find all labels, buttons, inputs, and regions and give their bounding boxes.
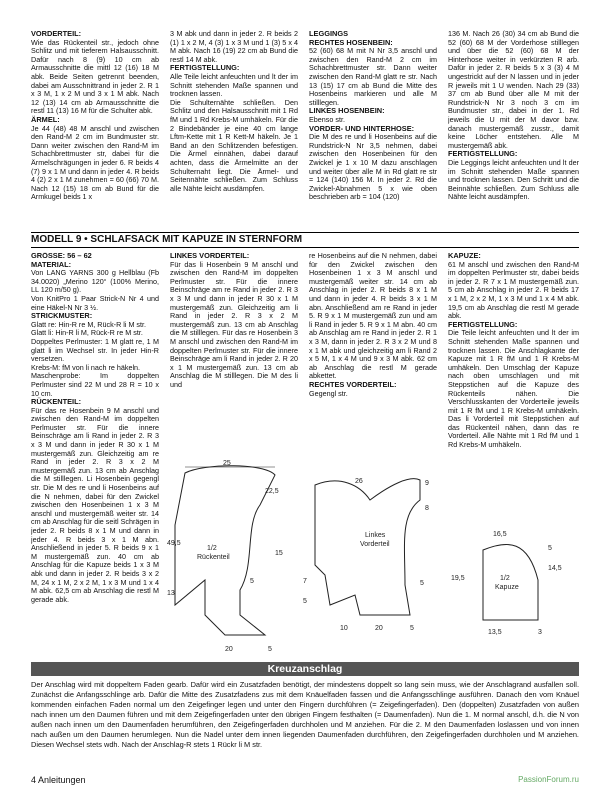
front-dim-8: 5 bbox=[410, 625, 414, 632]
front-dim-2: 8 bbox=[425, 505, 429, 512]
paragraph: Die M des re und li Hosenbeins auf die Rundstrick-N Nr 3,5 nehmen, dabei zwischen den Hosenbeinen für den Zwickel je 1 x 10 M dazu anschlagen und weiter über alle M in Rd glatt re str = 124 (140) 156 M. In jeder 2. Rd die Zwickel-Abnahmen 5 x wie oben beschrieben arb = 104 (120) bbox=[309, 132, 437, 202]
front-dim-7: 20 bbox=[375, 625, 383, 632]
section-heading: LINKES HOSENBEIN: bbox=[309, 106, 385, 116]
front-dim-0: 26 bbox=[355, 478, 363, 485]
front-dim-5: 5 bbox=[420, 580, 424, 587]
section-heading: FERTIGSTELLUNG: bbox=[170, 63, 240, 73]
section-heading: VORDER- UND HINTERHOSE: bbox=[309, 123, 415, 133]
hood-dim-2: 19,5 bbox=[451, 575, 465, 582]
back-dim-7: 5 bbox=[268, 646, 272, 653]
page-number: 4 Anleitungen bbox=[31, 775, 86, 785]
front-dim-3: 7 bbox=[303, 578, 307, 585]
section-heading: RECHTES HOSENBEIN: bbox=[309, 37, 393, 47]
back-label-2: Rückenteil bbox=[197, 554, 230, 561]
back-dim-2: 49,5 bbox=[167, 540, 181, 547]
paragraph: Die Schulternähte schließen. Den Schlitz und den Halsausschnitt mit 1 Rd fM und 1 Rd Krebs-M umhäkeln. Für die 2 Bindebänder je eine 40 cm lange Lftm-Kette mit 1 R Kett-M häkeln. Je 1 Band an den Schlitzenden befestigen. Die Ärmel einnähen, dabei darauf achten, dass die Ärmelmitte an der Schulternaht liegt. Die Ärmel- und Seitennähte schließen. Zum Schluss alle Nähte leicht ausdämpfen. bbox=[170, 97, 298, 193]
section-heading: KAPUZE: bbox=[448, 252, 481, 260]
bottom-column-3 bbox=[309, 252, 437, 448]
hood-label bbox=[495, 575, 519, 591]
front-label-2: Vorderteil bbox=[360, 541, 390, 548]
front-label bbox=[360, 532, 390, 548]
paragraph: Ebenso str. bbox=[309, 114, 345, 124]
paragraph: Je 44 (48) 48 M anschl und zwischen den Rand-M 2 cm im Bundmuster str. Dann weiter zwischen den Rand-M im Schachbrettmuster str, dabei für die Ärmelschrägungen in jeder 6. R beids 4 (7) 9 x 1 M und dann in jeder 4. R beids 4 (2) 2 x 1 M zunehmen = 60 (66) 70 M. Nach 12 (15) 18 cm ab Bund für die Armkugel beids 1 x bbox=[31, 123, 159, 202]
back-dim-0: 25 bbox=[223, 460, 231, 467]
section-heading: RÜCKENTEIL: bbox=[31, 397, 82, 407]
section-heading: MATERIAL: bbox=[31, 259, 72, 269]
hood-dim-5: 3 bbox=[538, 629, 542, 636]
section-heading: GRÖSSE: 56 – 62 bbox=[31, 252, 92, 260]
paragraph: 61 M anschl und zwischen den Rand-M im doppelten Perlmuster str, dabei beids in jeder 2. R 7 x 1 M mustergemäß zun. 5 cm ab Anschlag in jeder 2. R beids 17 x 1 M, 2 x 2 M, 1 x 3 M und 1 x 4 M abk. 19,5 cm ab Anschlag die restl M gerade abk. bbox=[448, 259, 579, 321]
back-piece-diagram bbox=[165, 455, 295, 655]
paragraph: Gegengl str. bbox=[309, 388, 348, 398]
hood-dim-1: 5 bbox=[548, 545, 552, 552]
paragraph: Doppeltes Perlmuster: 1 M glatt re, 1 M glatt li im Wechsel str. In jeder Hin-R versetzen. bbox=[31, 336, 159, 364]
paragraph: Von KnitPro 1 Paar Strick-N Nr 4 und eine Häkel-N Nr 3 ½. bbox=[31, 293, 159, 312]
paragraph: 3 M abk und dann in jeder 2. R beids 2 (1) 1 x 2 M, 4 (3) 1 x 3 M und 1 (3) 5 x 4 M abk. Nach 16 (19) 22 cm ab Bund die restl 14 M abk. bbox=[170, 30, 298, 64]
hood-dim-3: 14,5 bbox=[548, 565, 562, 572]
back-dim-3: 15 bbox=[275, 550, 283, 557]
model-heading: MODELL 9 • SCHLAFSACK MIT KAPUZE IN STERNFORM bbox=[31, 232, 579, 248]
hood-label-1: 1/2 bbox=[500, 575, 510, 582]
top-column-4 bbox=[448, 30, 579, 228]
back-label bbox=[197, 545, 230, 561]
paragraph: Maschenprobe: Im doppelten Perlmuster sind 22 M und 28 R = 10 x 10 cm. bbox=[31, 371, 159, 398]
section-heading: RECHTES VORDERTEIL: bbox=[309, 379, 397, 389]
paragraph: Die Teile leicht anfeuchten und lt der im Schnitt stehenden Maße spannen und trocknen lassen. Die Anschlagkante der Kapuze mit 1 R fM und 1 R Krebs-M umhäkeln. Den Umschlag der Kapuze nach oben umschlagen und mit Steppstichen auf die Kapuze des Rückenteils nähen. Die Verschlusskanten der Vorderteile jeweils mit 1 R fM und 1 R Krebs-M umhäkeln. Das li Vorderteil mit Steppstichen auf das Rückenteil nähen, dann das re Vorderteil. Alle Nähte mit 1 Rd fM und 1 Rd Krebs-M umhäkeln. bbox=[448, 328, 579, 450]
bottom-column-4 bbox=[448, 252, 579, 512]
paragraph: Krebs-M: fM von li nach re häkeln. bbox=[31, 362, 141, 372]
section-heading: VORDERTEIL: bbox=[31, 30, 82, 38]
top-column-1 bbox=[31, 30, 159, 228]
section-heading: ÄRMEL: bbox=[31, 114, 60, 124]
back-dim-4: 5 bbox=[250, 578, 254, 585]
section-heading: LINKES VORDERTEIL: bbox=[170, 252, 250, 260]
back-label-1: 1/2 bbox=[207, 545, 217, 552]
hood-dim-4: 13,5 bbox=[488, 629, 502, 636]
section-heading: FERTIGSTELLUNG: bbox=[448, 319, 518, 329]
paragraph: Von LANG YARNS 300 g Hellblau (Fb 34.0020) „Merino 120“ (100% Merino, LL 120 m/50 g). bbox=[31, 268, 159, 295]
paragraph: Für das li Hosenbein 9 M anschl und zwischen den Rand-M im doppelten Perlmuster str. Für die innere Beinschräge am re Rand in jeder 2. R 3 x 3 M und dann in jeder R 30 x 1 M mustergemäß zun. Gleichzeitig am li Rand in jeder 2. R 3 x 2 M mustergemäß zun. 13 cm ab Anschlag die M stilllegen. Für das re Hosenbein 3 M anschl und zwischen den Rand-M im doppelten Perlmuster str. Für die innere Beinschräge am li Rand in jeder 2. R 20 x 1 M mustergemäß zun. 13 cm ab Anschlag die M stilllegen. Die M des li und bbox=[170, 259, 298, 389]
kreuzanschlag-text: Der Anschlag wird mit doppeltem Faden gearb. Dafür wird ein Zusatzfaden benötigt, der mindestens doppelt so lang sein muss, wie der Anschlagrand ausfallen soll. Zunächst die Anfangsschlinge arb. Dafür die Mitte des Zusatzfadens zus mit dem Knäuelfaden fassen und die Anfangsschlinge ausführen. Danach den vom Knäuel kommenden einfachen Faden normal um den Zeigefinger legen und unter den Fingern durchführen (= Zeigefingerfaden). Den (doppelten) Zusatzfaden von außen nach innen um den Daumen führen und mit dem Zeigefingerfaden unter den übrigen Fingern festhalten (= Daumenfaden). Nun die 1. M normal anschl, d.h. die N von außen nach innen um den Daumenfaden herumführen, den Zeigefingerfaden durchholen und M anziehen. Für die 2. M den Daumenfaden loslassen und von innen nach außen um den Daumen herumlegen. Nun die Nadel unter dem innen liegenden Daumenfaden durchführen, den Zeigefingerfaden durchholen und M anziehen. Diesen Wechsel stets wdh. Nach der Anschlag-R stets 1 Rückr li M str. bbox=[31, 680, 579, 749]
top-column-3 bbox=[309, 30, 437, 228]
paragraph: re Hosenbeins auf die N nehmen, dabei für den Zwickel zwischen den Hosenbeinen 1 x 3 M anschl und mustergemäß weiter str. 14 cm ab Anschlag in jeder 2. R beids 8 x 1 M und dann in jeder 4. R beids 3 x 1 M abn. Anschließend am re Rand in jeder 5. R 9 x 1 M mustergemäß zun und am li Rand in jeder 5. R 9 x 1 M abn. 40 cm ab Anschlag am re Rand in jeder 2. R 1 x 3 M, dann in jeder 2. R 3 x 2 M und 8 x 1 M abk und gleichzeitig am li Rand 2 x 5 M, 1 x 4 M und 9 x 3 M abk. 62 cm ab Anschlag die restl M gerade abkettet. bbox=[309, 252, 437, 381]
bottom-column-1 bbox=[31, 252, 159, 660]
hood-dim-0: 16,5 bbox=[493, 531, 507, 538]
back-dim-1: 22,5 bbox=[265, 488, 279, 495]
paragraph: Für das re Hosenbein 9 M anschl und zwischen den Rand-M im doppelten Perlmuster str. Für die innere Beinschräge am li Rand in jeder 2. R 3 x 3 M und dann in jeder R 30 x 1 M mustergemäß zun. Gleichzeitig am re Rand in jeder 2. R 3 x 2 M mustergemäß zun. 13 cm ab Anschlag die M stilllegen. Li Hosenbein gegengl str. Die M des re und li Hosenbeins auf die N nehmen, dabei für den Zwickel zwischen den Hosenbeinen 1 x 3 M anschl und mustergemäß weiter str. 14 cm ab Anschlag für die seitl Schrägen in jeder 2. R beids 8 x 1 M und dann in jeder 4. R beids 3 x 1 M abn. Anschließend in jeder 5. R beids 9 x 1 M mustergemäß zun. 40 cm ab Anschlag für die Kapuze beids 1 x 3 M abk und dann in jeder 2. R beids 3 x 2 M, 24 x 1 M, 2 x 2 M, 1 x 3 M und 1 x 4 M abk. 62,5 cm ab Anschlag die restl M gerade abk. bbox=[31, 405, 159, 604]
section-heading: STRICKMUSTER: bbox=[31, 311, 93, 321]
front-dim-1: 9 bbox=[425, 480, 429, 487]
paragraph: Alle Teile leicht anfeuchten und lt der im Schnitt stehenden Maße spannen und trocknen lassen. bbox=[170, 71, 298, 99]
back-dim-5: 13 bbox=[167, 590, 175, 597]
paragraph: 136 M. Nach 26 (30) 34 cm ab Bund die 52 (60) 68 M der Vorderhose stilllegen und über die 52 (60) 68 M der Hinterhose weiter in verkürzten R arb. Dafür in jeder 2. R beids 5 x 3 (3) 4 M ungestrickt auf der N lassen und in jeder R jeweils mit 1 U wenden. Nach 29 (33) 37 cm ab Bund über alle M mit der Rundstrick-N Nr 3 noch 3 cm im Bundmuster str., dabei in der 1. Rd jeweils die U mit der M davor bzw. danach mustergemäß zusstr., damit keine Löcher entstehen. Alle M mustergemäß abk. bbox=[448, 30, 579, 150]
bottom-column-2 bbox=[170, 252, 298, 448]
section-heading: LEGGINGS bbox=[309, 30, 349, 38]
site-watermark: PassionForum.ru bbox=[518, 775, 579, 784]
front-piece-diagram bbox=[300, 455, 440, 655]
front-label-1: Linkes bbox=[365, 532, 386, 539]
back-dim-6: 20 bbox=[225, 646, 233, 653]
paragraph: 52 (60) 68 M mit N Nr 3,5 anschl und zwischen den Rand-M 2 cm im Schachbrettmuster str. Dann weiter zwischen den Rand-M glatt re str. Nach 13 (15) 17 cm ab Bund die Mitte des Hosenbeins markieren und alle M stilllegen. bbox=[309, 46, 437, 107]
paragraph: Die Leggings leicht anfeuchten und lt der im Schnitt stehenden Maße spannen und trocknen lassen. Den Schritt und die Beinnähte schließen. Zum Schluss alle Nähte leicht ausdämpfen. bbox=[448, 157, 579, 202]
top-column-2 bbox=[170, 30, 298, 228]
hood-diagram bbox=[448, 520, 578, 640]
paragraph: Wie das Rückenteil str., jedoch ohne Schlitz und mit tieferem Halsausschnitt. Dafür nach 8 (9) 10 cm ab Armausschnitte die mittl 12 (16) 18 M abk. Beide Seiten getrennt beenden, dabei am Ausschnittrand in jeder 2. R 1 x 3 M, 1 x 2 M und 3 x 1 M abk. Nach 12 (13) 14 cm ab Armausschnitte die restl 11 (13) 16 M für die Schulter abk. bbox=[31, 37, 159, 116]
paragraph: Glatt li: Hin-R li M, Rück-R re M str. bbox=[31, 328, 143, 338]
front-dim-4: 5 bbox=[303, 598, 307, 605]
hood-label-2: Kapuze bbox=[495, 584, 519, 591]
front-dim-6: 10 bbox=[340, 625, 348, 632]
kreuzanschlag-title: Kreuzanschlag bbox=[31, 662, 579, 676]
paragraph: Glatt re: Hin-R re M, Rück-R li M str. bbox=[31, 319, 147, 329]
section-heading: FERTIGSTELLUNG: bbox=[448, 149, 518, 159]
